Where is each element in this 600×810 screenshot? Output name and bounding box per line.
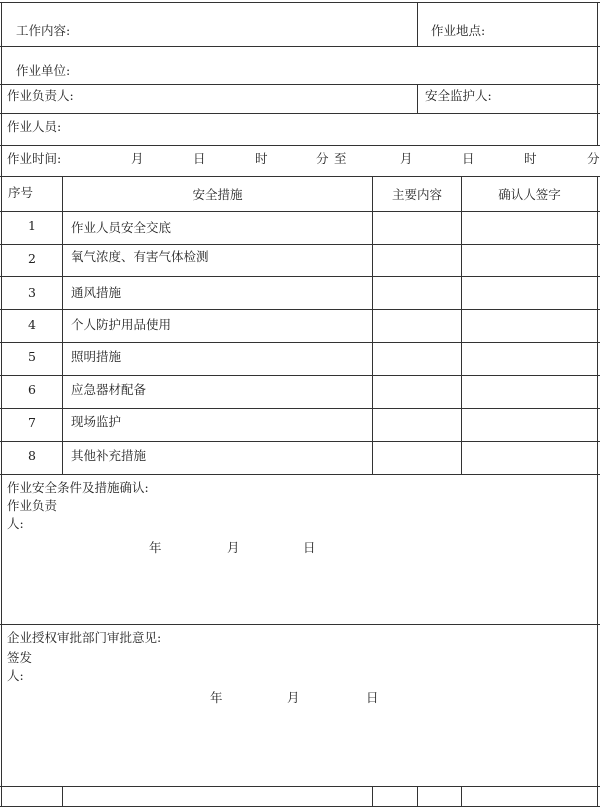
rule-table-row2 — [0, 276, 600, 277]
approval-title: 企业授权审批部门审批意见: — [7, 630, 162, 645]
rule-foot-a — [62, 786, 63, 806]
rule-row4 — [0, 145, 600, 146]
approval-signer-line2: 人: — [7, 668, 24, 683]
rule-row1 — [0, 46, 600, 47]
time-unit-month-start: 月 — [131, 151, 144, 166]
rule-row2 — [0, 84, 600, 85]
confirmation-title: 作业安全条件及措施确认: — [7, 480, 149, 495]
time-unit-hour-start: 时 — [255, 151, 268, 166]
confirmation-day: 日 — [303, 540, 316, 555]
rule-table-row7 — [0, 441, 600, 442]
rule-foot-d — [461, 786, 462, 806]
rule-table-row3 — [0, 309, 600, 310]
row-measure: 个人防护用品使用 — [71, 317, 172, 332]
rule-foot-c — [417, 786, 418, 806]
rule-table-row5 — [0, 375, 600, 376]
rule-top — [0, 2, 600, 3]
time-unit-minute-start: 分 — [316, 151, 329, 166]
row-number: 4 — [28, 317, 36, 332]
rule-bottom — [0, 806, 600, 807]
time-unit-minute-end: 分 — [587, 151, 600, 166]
work-content-label: 工作内容: — [16, 23, 71, 38]
rule-approval-end — [0, 786, 600, 787]
row-number: 2 — [28, 251, 36, 266]
rule-row3 — [0, 113, 600, 114]
rule-table-row4 — [0, 342, 600, 343]
rule-table-header — [0, 211, 600, 212]
row-number: 3 — [28, 285, 36, 300]
confirmation-month: 月 — [227, 540, 240, 555]
work-time-label: 作业时间: — [7, 151, 62, 166]
time-unit-to: 至 — [334, 151, 347, 166]
approval-year: 年 — [210, 690, 223, 705]
person-in-charge-label: 作业负责人: — [7, 88, 74, 103]
rule-col-content — [372, 176, 373, 474]
rule-table-row8 — [0, 474, 600, 475]
rule-right-edge-lower — [597, 176, 598, 807]
confirmation-signer-line2: 人: — [7, 516, 24, 531]
column-header-signature: 确认人签字 — [498, 187, 561, 202]
approval-signer-line1: 签发 — [7, 650, 33, 665]
row-measure: 应急器材配备 — [71, 382, 147, 397]
work-location-label: 作业地点: — [431, 23, 486, 38]
time-unit-hour-end: 时 — [524, 151, 537, 166]
row-measure: 其他补充措施 — [71, 448, 147, 463]
row-measure: 作业人员安全交底 — [71, 220, 172, 235]
row-measure: 照明措施 — [71, 349, 122, 364]
time-unit-day-start: 日 — [193, 151, 206, 166]
confirmation-year: 年 — [149, 540, 162, 555]
rule-confirmation-end — [0, 624, 600, 625]
row-measure: 氧气浓度、有害气体检测 — [71, 249, 209, 264]
rule-table-row6 — [0, 408, 600, 409]
rule-right-edge — [597, 2, 598, 145]
column-header-measure: 安全措施 — [192, 187, 243, 202]
row-number: 8 — [28, 448, 36, 463]
column-header-no: 序号 — [8, 185, 34, 200]
rule-col-no — [62, 176, 63, 474]
rule-left-edge — [1, 2, 2, 807]
rule-row5 — [0, 176, 600, 177]
rule-header-divider — [417, 2, 418, 46]
workers-label: 作业人员: — [7, 119, 62, 134]
time-unit-day-end: 日 — [462, 151, 475, 166]
row-measure: 现场监护 — [71, 414, 122, 429]
row-number: 5 — [28, 349, 36, 364]
rule-table-row1 — [0, 244, 600, 245]
column-header-content: 主要内容 — [391, 187, 442, 202]
rule-col-sign — [461, 176, 462, 474]
row-number: 7 — [28, 415, 36, 430]
row-number: 6 — [28, 382, 36, 397]
rule-foot-b — [372, 786, 373, 806]
safety-supervisor-label: 安全监护人: — [425, 88, 492, 103]
time-unit-month-end: 月 — [400, 151, 413, 166]
approval-day: 日 — [366, 690, 379, 705]
rule-supervisor-divider — [417, 84, 418, 113]
row-number: 1 — [28, 218, 36, 233]
approval-month: 月 — [287, 690, 300, 705]
confirmation-signer-line1: 作业负责 — [7, 498, 58, 513]
row-measure: 通风措施 — [71, 285, 122, 300]
work-unit-label: 作业单位: — [16, 63, 71, 78]
